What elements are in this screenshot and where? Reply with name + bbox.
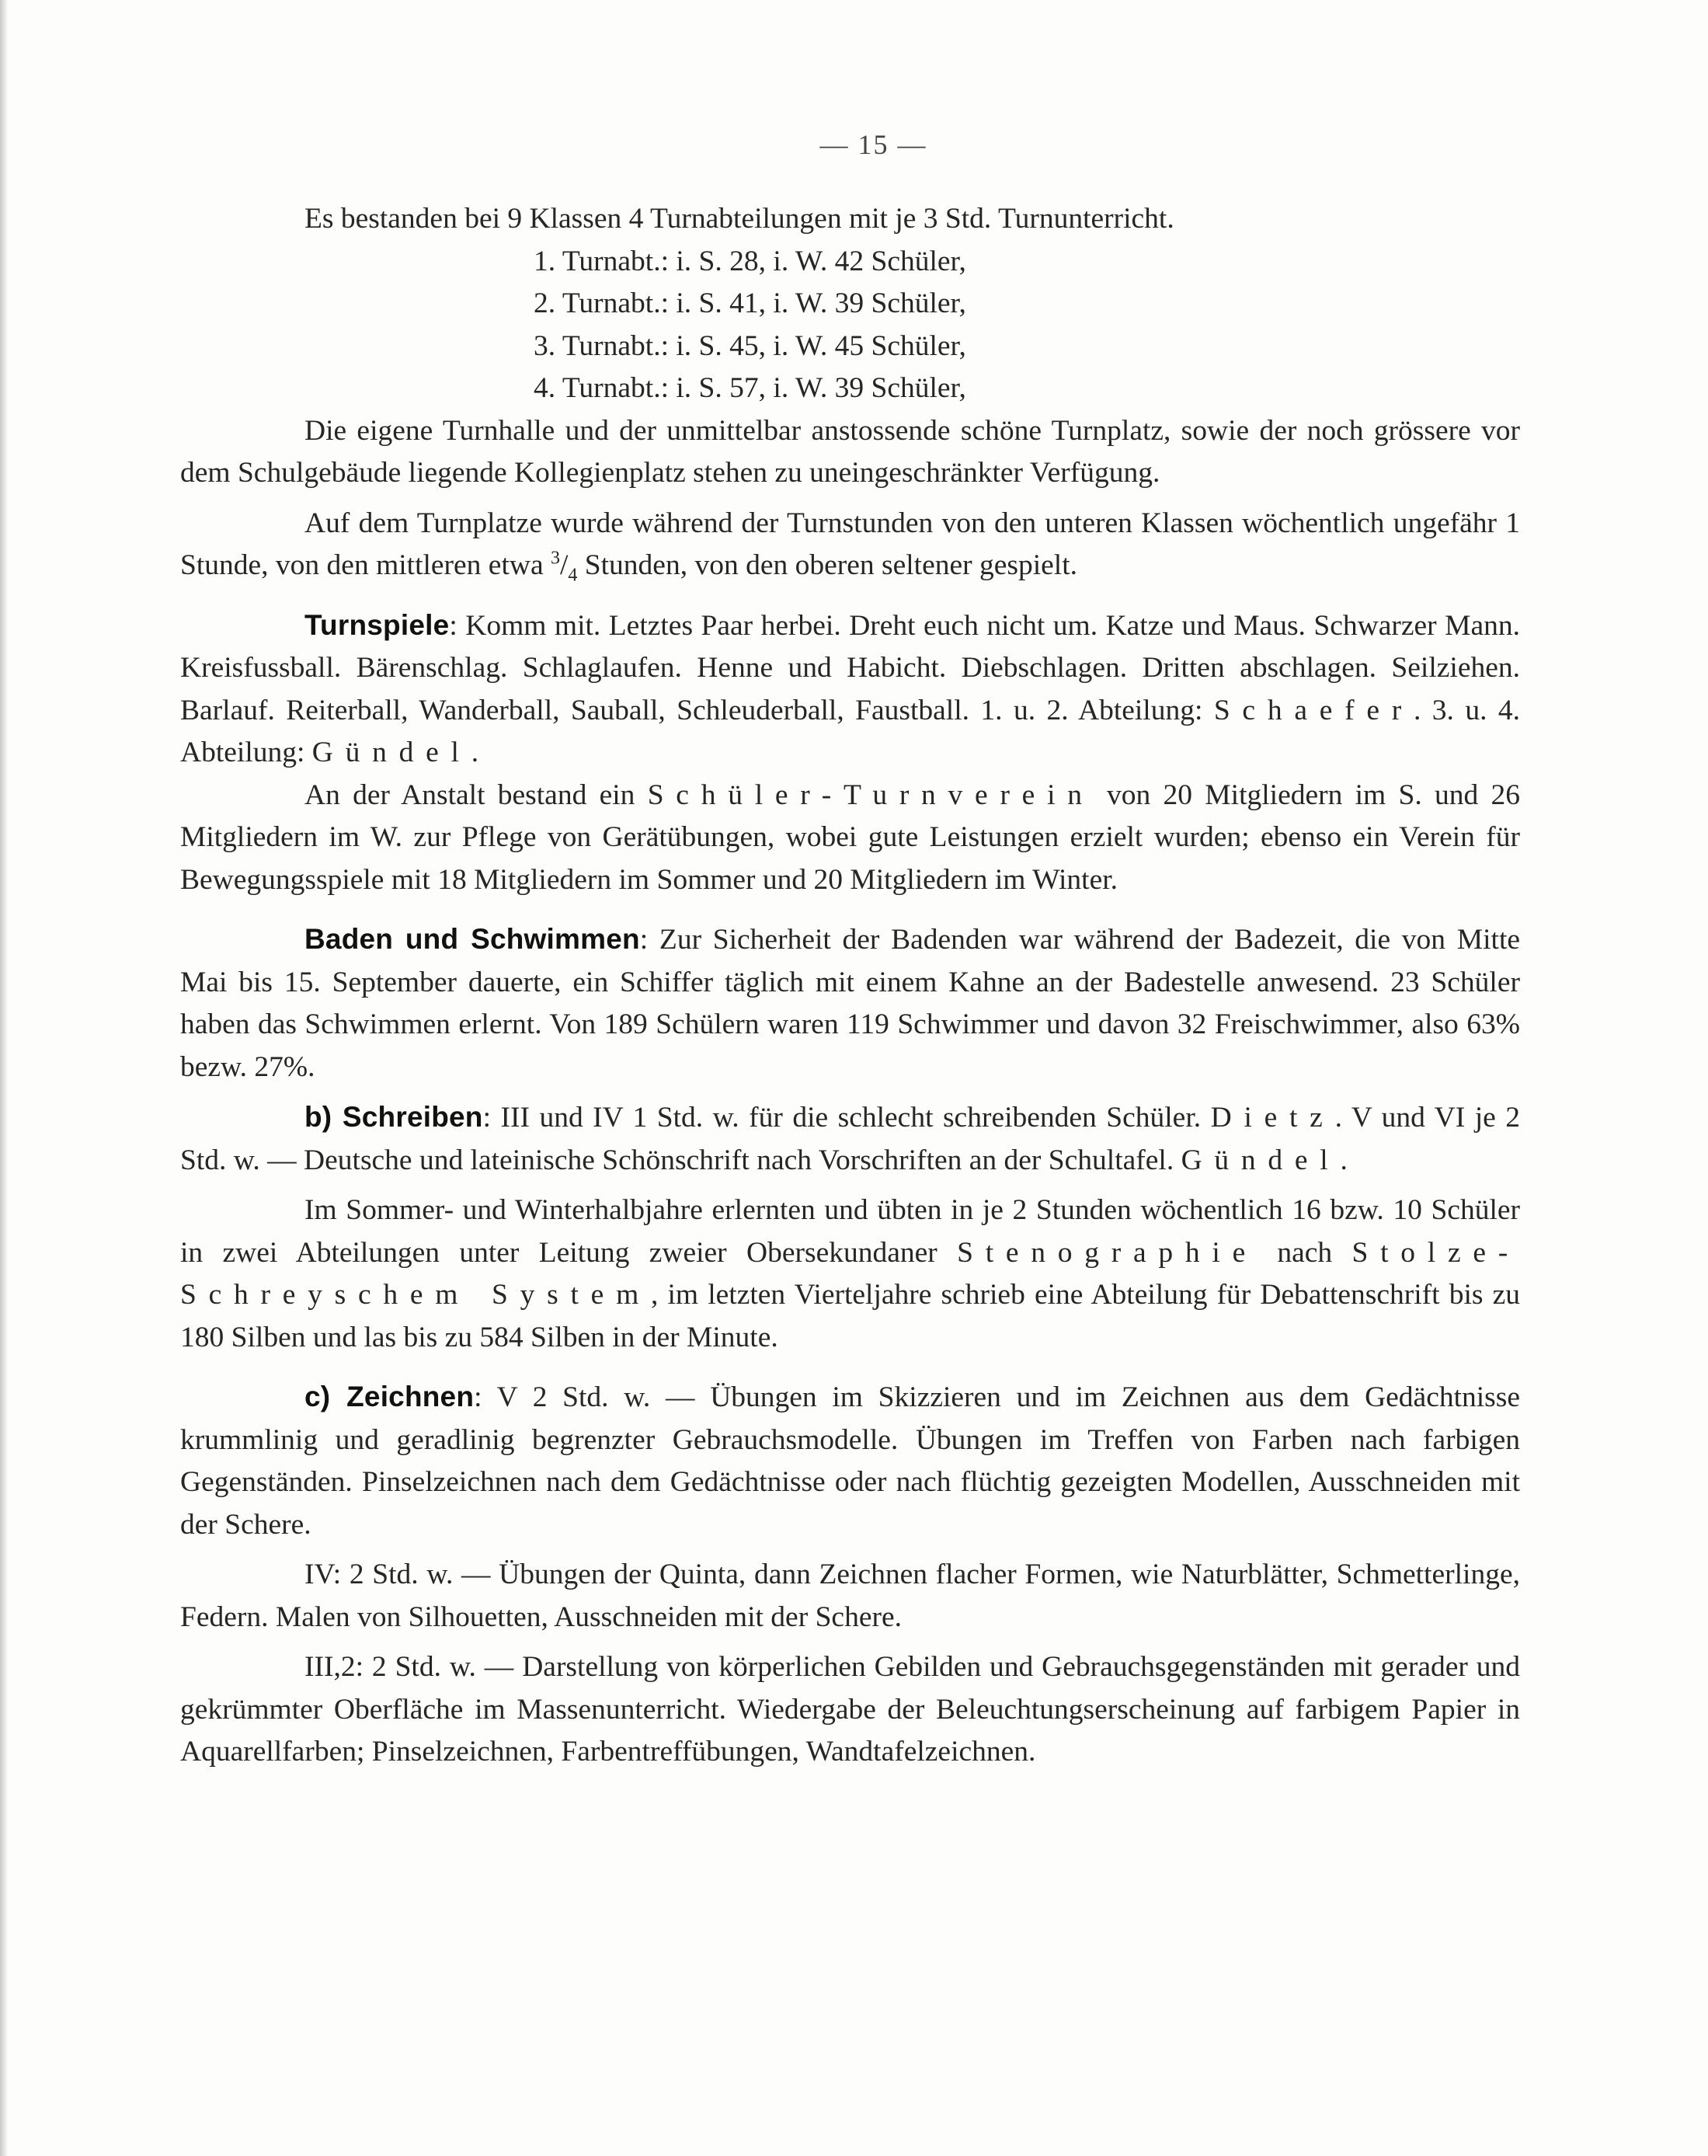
stenographie-paragraph <box>180 1189 1520 1359</box>
schreiben-paragraph <box>180 1096 1520 1182</box>
intro-paragraph: Es bestanden bei 9 Klassen 4 Turnabteilungen mit je 3 Std. Turnunterricht. <box>304 203 1174 235</box>
zeichnen-iv-paragraph: IV: 2 Std. w. — Übungen der Quinta, dann Zeichnen flacher Formen, wie Naturblätter, Schmetterlinge, Federn. Malen von Silhouetten, Ausschneiden mit der Schere. <box>180 1559 1520 1633</box>
steno-word: Stenographie <box>957 1236 1258 1269</box>
zeichnen-heading: c) Zeichnen <box>304 1381 475 1412</box>
turnplatz-text-b: Stunden, von den oberen seltener gespielt. <box>577 549 1077 581</box>
teacher-name-guendel: Gündel <box>311 737 471 768</box>
steno-text-c: , im letzten Vierteljahre schrieb eine Abteilung für Debattenschrift bis zu 180 Silben und las bis zu 584 Silben in der Minute. <box>180 1279 1520 1353</box>
turnplatz-text-a: Auf dem Turnplatze wurde während der Turnstunden von den unteren Klassen wöchentlich ungefähr 1 Stunde, von den mittleren etwa <box>180 507 1520 581</box>
teacher-name-dietz: Dietz <box>1210 1102 1335 1134</box>
turnspiele-heading: Turnspiele <box>304 608 450 641</box>
document-page <box>180 128 1520 1774</box>
turnhalle-paragraph: Die eigene Turnhalle und der unmittelbar anstossende schöne Turnplatz, sowie der noch grössere vor dem Schulgebäude liegende Kollegienplatz stehen zu uneingeschränkter Verfügung. <box>180 414 1520 489</box>
turnspiele-text-a: : Komm mit. Letztes Paar herbei. Dreht euch nicht um. Katze und Maus. Schwarzer Mann. Kreisfussball. Bärenschlag. Schlaglaufen. Henne und Habicht. Diebschlagen. Dritten abschlagen. Seilziehen. Barlauf. Reiterball, Wanderball, Sauball, Schleuderball, Faustball. 1. u. 2. Abteilung: <box>180 609 1520 726</box>
turn-groups-list <box>180 241 1520 410</box>
verein-paragraph <box>180 775 1520 902</box>
fraction-numerator: 3 <box>550 548 560 569</box>
verein-text-a: An der Anstalt bestand ein <box>304 778 648 811</box>
teacher-name-schaefer: Schaefer <box>1213 694 1414 726</box>
verein-text-b: von 20 Mitgliedern im S. und 26 Mitgliedern im W. zur Pflege von Gerätübungen, wobei gute Leistungen erzielt wurden; ebenso ein Verein für Bewegungsspiele mit 18 Mitgliedern im Sommer und 20 Mitgliedern im Winter. <box>180 778 1520 896</box>
teacher-name-guendel: Gündel <box>1181 1144 1341 1176</box>
fraction-denominator: 4 <box>568 565 578 586</box>
zeichnen-text: : V 2 Std. w. — Übungen im Skizzieren und im Zeichnen aus dem Gedächtnisse krummlinig und geradlinig begrenzter Gebrauchsmodelle. Übungen im Treffen von Farben nach farbigen Gegenständen. Pinselzeichnen nach dem Gedächtnisse oder nach flüchtig gezeigten Modellen, Ausschneiden mit der Schere. <box>180 1381 1521 1541</box>
turn-group-item: 3. Turnabt.: i. S. 45, i. W. 45 Schüler, <box>534 329 966 362</box>
turnplatz-paragraph: Auf dem Turnplatze wurde während der Turnstunden von den unteren Klassen wöchentlich ungefähr 1 Stunde, von den mittleren etwa $^3/_4$ Stunden, von den oberen seltener gespielt. <box>180 507 1520 586</box>
verein-name: Schüler-Turnverein <box>647 778 1094 811</box>
turnspiele-text-c: . <box>471 737 479 768</box>
turnspiele-paragraph <box>180 604 1520 775</box>
schreiben-heading: b) Schreiben <box>304 1101 483 1133</box>
schreiben-text-a: : III und IV 1 Std. w. für die schlecht schreibenden Schüler. <box>482 1102 1211 1134</box>
steno-text-b: nach <box>1258 1236 1352 1269</box>
baden-heading: Baden und Schwimmen <box>304 923 640 955</box>
baden-text: : Zur Sicherheit der Badenden war während der Badezeit, die von Mitte Mai bis 15. September dauerte, ein Schiffer täglich mit einem Kahne an der Badestelle anwesend. 23 Schüler haben das Schwimmen erlernt. Von 189 Schülern waren 119 Schwimmer und davon 32 Freischwimmer, also 63% bezw. 27%. <box>180 924 1521 1083</box>
turnspiele-text-b: . 3. u. 4. Abteilung: <box>180 694 1521 768</box>
steno-text-a: Im Sommer- und Winterhalbjahre erlernten und übten in je 2 Stunden wöchentlich 16 bzw. 10 Schüler in zwei Abteilungen unter Leitung zweier Obersekundaner <box>180 1194 1520 1269</box>
page-body <box>180 198 1520 1774</box>
turn-group-item: 2. Turnabt.: i. S. 41, i. W. 39 Schüler, <box>534 287 966 319</box>
steno-system: Stolze-Schreyschem System <box>180 1236 1520 1311</box>
scan-page-edge <box>0 0 8 2156</box>
schreiben-text-c: . <box>1340 1144 1348 1176</box>
page-number: — 15 — <box>819 129 927 160</box>
turn-group-item: 1. Turnabt.: i. S. 28, i. W. 42 Schüler, <box>534 245 966 277</box>
zeichnen-paragraph <box>180 1376 1520 1546</box>
schreiben-text-b: . V und VI je 2 Std. w. — Deutsche und lateinische Schönschrift nach Vorschriften an der Schultafel. <box>180 1102 1521 1176</box>
turn-group-item: 4. Turnabt.: i. S. 57, i. W. 39 Schüler, <box>534 372 966 404</box>
baden-paragraph <box>180 918 1520 1088</box>
zeichnen-iii-paragraph: III,2: 2 Std. w. — Darstellung von körperlichen Gebilden und Gebrauchsgegenständen mit gerader und gekrümmter Oberfläche im Massenunterricht. Wiedergabe der Beleuchtungserscheinung auf farbigem Papier in Aquarellfarben; Pinselzeichnen, Farbentreffübungen, Wandtafelzeichnen. <box>180 1651 1520 1768</box>
